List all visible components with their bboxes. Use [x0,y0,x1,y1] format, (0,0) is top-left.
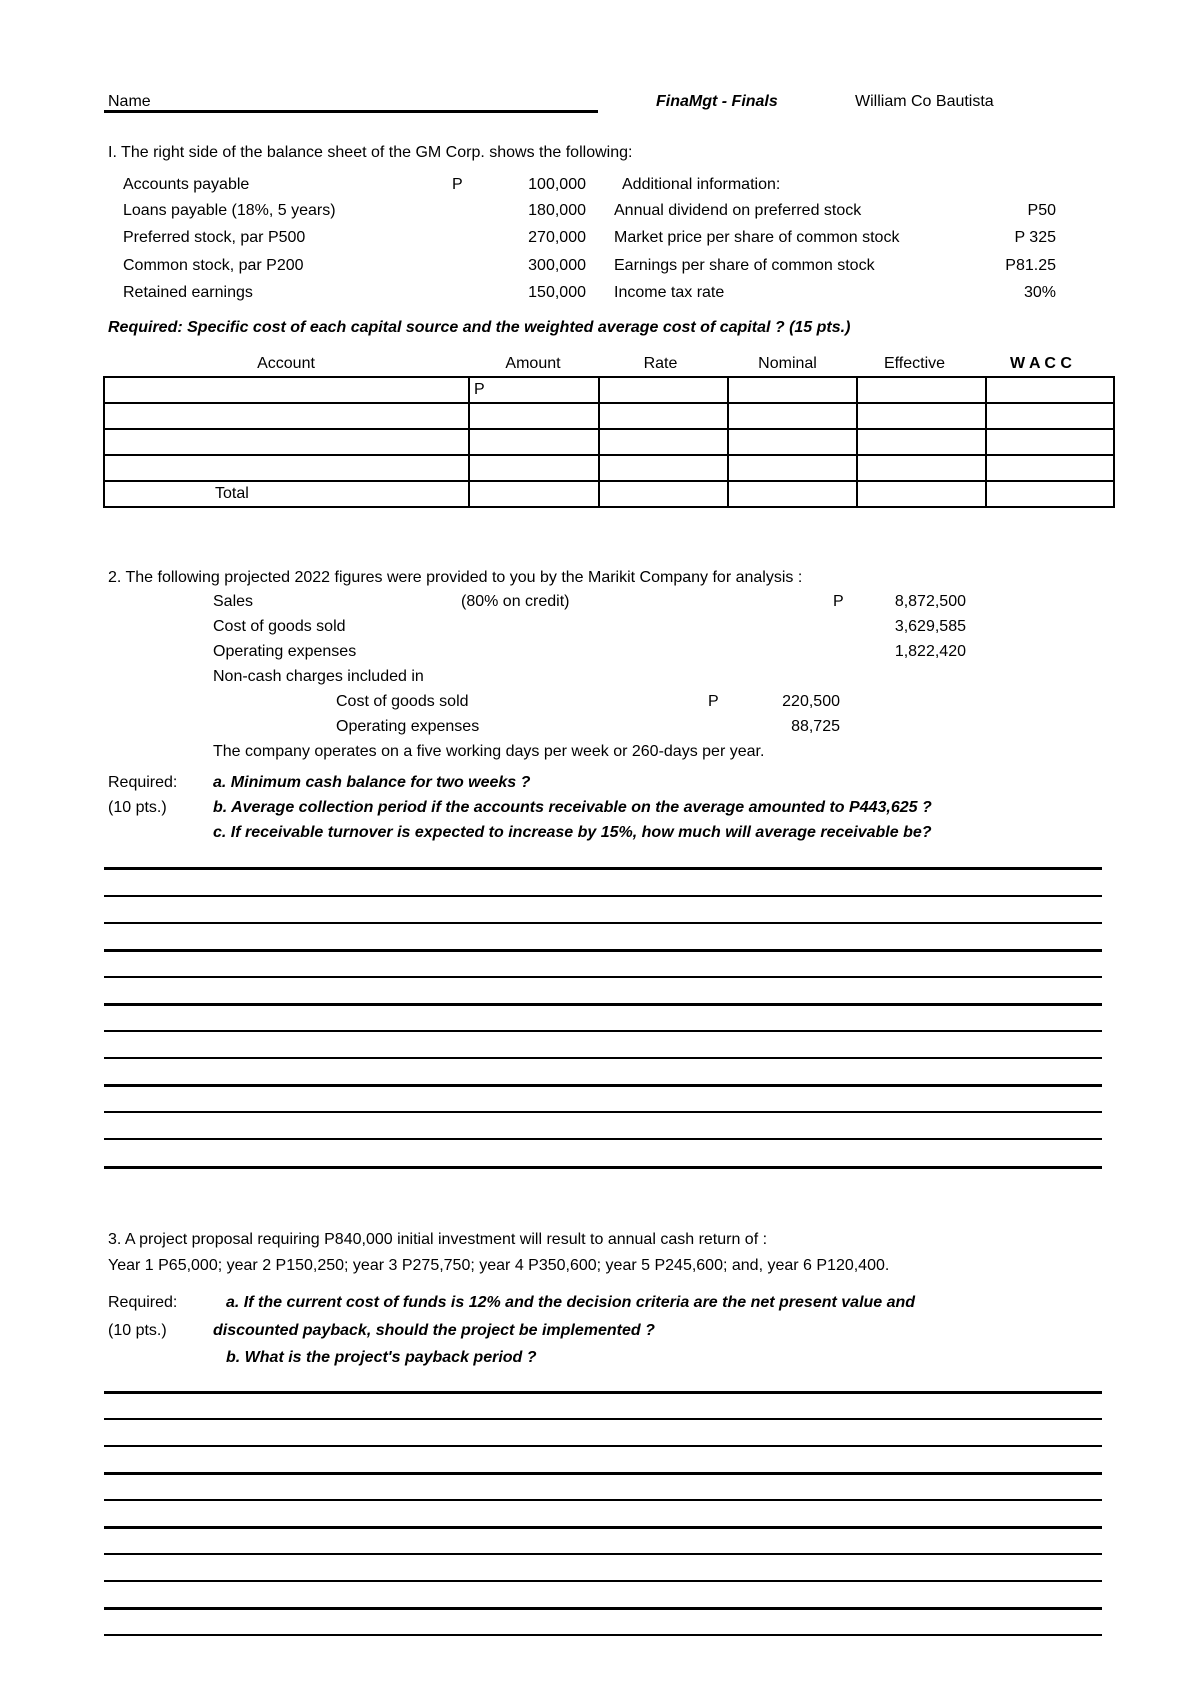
table-cell[interactable] [599,455,728,481]
table-cell[interactable] [986,455,1114,481]
table-cell[interactable] [599,377,728,403]
q2-currency: P [833,593,844,610]
q2-sales-note: (80% on credit) [461,593,570,610]
table-row [104,429,1114,455]
q1-additional-value: P50 [1027,202,1056,219]
course-title: FinaMgt - Finals [656,93,778,110]
answer-line [104,1553,1102,1555]
q3-required-label: Required: [108,1294,178,1311]
q3-req-a-1: a. If the current cost of funds is 12% and the decision criteria are the net present value and [226,1294,916,1311]
q3-req-a-2: discounted payback, should the project be implemented ? [213,1322,655,1339]
answer-line [104,1084,1102,1087]
q2-note: The company operates on a five working days per week or 260-days per year. [213,743,765,760]
q2-cogs-value: 3,629,585 [894,618,966,635]
table-header-wacc: W A C C [1010,355,1072,372]
table-cell[interactable] [728,429,857,455]
q2-req-b: b. Average collection period if the accounts receivable on the average amounted to P443,625 ? [213,799,932,816]
answer-line [104,867,1102,870]
q2-cogs-label: Cost of goods sold [213,618,346,635]
instructor-name: William Co Bautista [855,93,994,110]
table-cell[interactable] [986,403,1114,429]
amount-currency: P [474,381,485,398]
table-cell[interactable] [469,429,599,455]
table-header-nominal: Nominal [758,355,817,372]
table-cell[interactable] [728,377,857,403]
q1-required: Required: Specific cost of each capital source and the weighted average cost of capital ? (15 pts.) [108,319,851,336]
q1-additional-label: Income tax rate [614,284,725,301]
table-cell[interactable] [986,429,1114,455]
q2-sales-label: Sales [213,593,254,610]
q1-item-label: Common stock, par P200 [123,257,304,274]
q2-required-label: Required: [108,774,178,791]
table-cell[interactable] [857,403,986,429]
answer-line [104,922,1102,924]
table-cell[interactable] [599,403,728,429]
q1-additional-label: Market price per share of common stock [614,229,900,246]
table-cell[interactable] [986,481,1114,507]
table-header-effective: Effective [883,355,946,372]
q1-additional-value: 30% [1023,284,1056,301]
table-cell[interactable] [857,377,986,403]
table-cell[interactable] [857,481,986,507]
answer-line [104,1499,1102,1501]
table-cell[interactable] [104,429,469,455]
table-cell[interactable] [986,377,1114,403]
q1-additional-title: Additional information: [622,176,781,193]
table-row [104,403,1114,429]
name-line[interactable] [104,110,598,113]
q1-item-label: Loans payable (18%, 5 years) [123,202,336,219]
answer-line [104,1580,1102,1582]
wacc-table [103,376,1115,508]
q2-nc-opex-label: Operating expenses [336,718,480,735]
name-label: Name [108,93,151,110]
table-header-account: Account [257,355,315,372]
q2-prompt: 2. The following projected 2022 figures were provided to you by the Marikit Company for analysis : [108,569,803,586]
q1-item-value: 300,000 [528,257,586,274]
answer-line [104,1030,1102,1032]
q3-returns: Year 1 P65,000; year 2 P150,250; year 3 P275,750; year 4 P350,600; year 5 P245,600; and, year 6 P120,400. [108,1257,890,1274]
q3-prompt: 3. A project proposal requiring P840,000 initial investment will result to annual cash return of : [108,1231,768,1248]
answer-line [104,976,1102,978]
q1-additional-label: Earnings per share of common stock [614,257,875,274]
answer-line [104,1111,1102,1113]
answer-line [104,895,1102,897]
q1-additional-value: P 325 [1014,229,1056,246]
table-row [104,377,1114,403]
q1-item-label: Accounts payable [123,176,250,193]
q3-points: (10 pts.) [108,1322,167,1339]
answer-line [104,1418,1102,1420]
table-header-amount: Amount [505,355,561,372]
table-cell[interactable] [728,455,857,481]
answer-line [104,1526,1102,1529]
q2-req-a: a. Minimum cash balance for two weeks ? [213,774,531,791]
table-cell[interactable] [857,455,986,481]
q2-nc-currency: P [708,693,719,710]
answer-line [104,1391,1102,1394]
q2-nc-cogs-label: Cost of goods sold [336,693,469,710]
table-cell[interactable] [469,377,599,403]
answer-line [104,1472,1102,1475]
table-cell[interactable] [469,455,599,481]
table-cell[interactable] [104,455,469,481]
table-cell[interactable] [469,481,599,507]
q1-item-label: Retained earnings [123,284,253,301]
q1-item-value: 150,000 [528,284,586,301]
answer-line [104,1138,1102,1140]
q2-opex-label: Operating expenses [213,643,357,660]
q1-additional-label: Annual dividend on preferred stock [614,202,862,219]
table-cell[interactable] [599,429,728,455]
q1-item-value: 180,000 [528,202,586,219]
q2-noncash-label: Non-cash charges included in [213,668,424,685]
q2-nc-cogs-value: 220,500 [782,693,840,710]
answer-line [104,1634,1102,1636]
table-cell[interactable] [104,403,469,429]
q3-req-b: b. What is the project's payback period ? [226,1349,537,1366]
answer-line [104,1057,1102,1059]
q2-sales-value: 8,872,500 [894,593,966,610]
q1-item-value: 270,000 [528,229,586,246]
q1-prompt: I. The right side of the balance sheet of the GM Corp. shows the following: [108,144,633,161]
total-label: Total [104,481,469,507]
table-row [104,455,1114,481]
q1-currency: P [452,176,463,193]
answer-line [104,949,1102,952]
table-cell[interactable] [599,481,728,507]
table-cell[interactable] [728,481,857,507]
answer-line [104,1003,1102,1006]
answer-line [104,1166,1102,1169]
q2-opex-value: 1,822,420 [894,643,966,660]
table-cell[interactable] [728,403,857,429]
q1-item-label: Preferred stock, par P500 [123,229,306,246]
table-cell[interactable] [469,403,599,429]
answer-line [104,1445,1102,1447]
q1-additional-value: P81.25 [1005,257,1056,274]
q2-nc-opex-value: 88,725 [791,718,840,735]
answer-line [104,1607,1102,1610]
table-cell[interactable] [857,429,986,455]
table-cell[interactable] [104,377,469,403]
q1-item-value: 100,000 [528,176,586,193]
table-header-rate: Rate [643,355,678,372]
table-row-total [104,481,1114,507]
q2-points: (10 pts.) [108,799,167,816]
q2-req-c: c. If receivable turnover is expected to increase by 15%, how much will average receivable be? [213,824,932,841]
